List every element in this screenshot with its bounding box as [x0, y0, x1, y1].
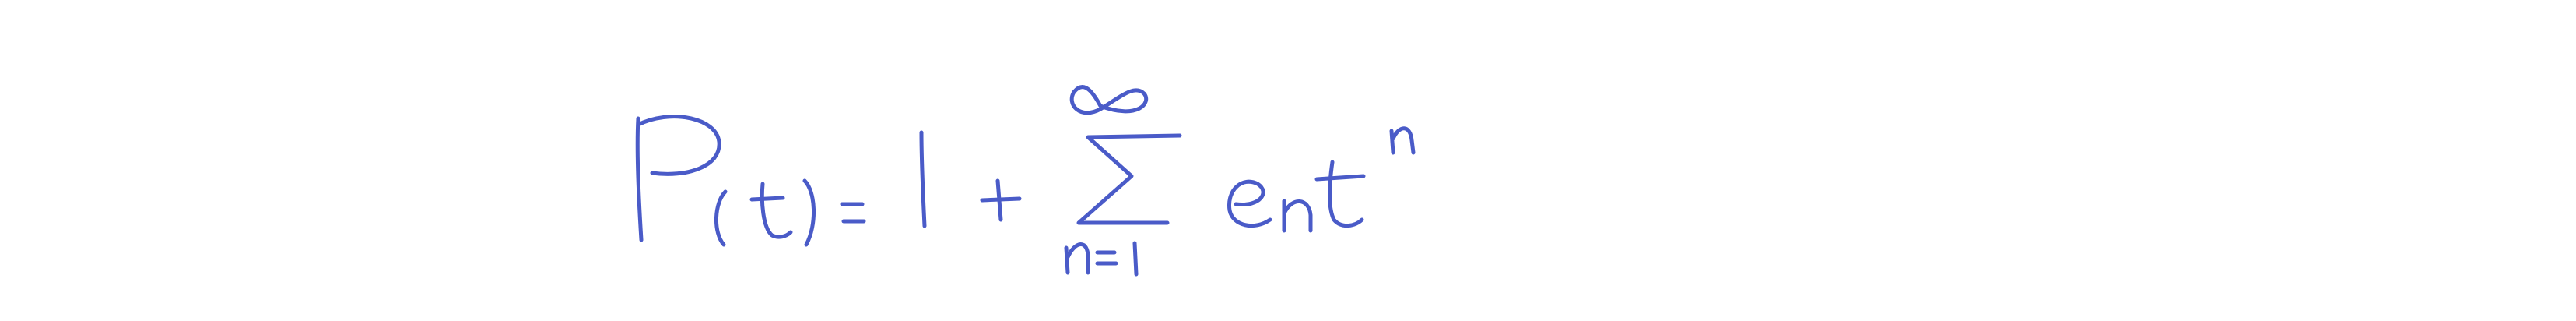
glyph-sigma [1079, 136, 1180, 223]
glyph-t-cross [752, 198, 783, 199]
glyph-plus-horizontal [982, 199, 1020, 200]
glyph-t-stem [762, 184, 791, 237]
glyph-t-main-cross [1317, 176, 1363, 179]
glyph-one [921, 132, 925, 226]
glyph-t-main [1330, 162, 1363, 226]
glyph-n-superscript [1392, 129, 1413, 153]
glyph-infinity [1072, 87, 1146, 113]
formula-ink [637, 87, 1413, 274]
glyph-n-subscript [1284, 201, 1311, 231]
glyph-P-bowl [638, 117, 719, 175]
glyph-close-paren [805, 181, 814, 245]
glyph-one-below [1135, 243, 1136, 274]
glyph-n-below [1066, 245, 1088, 273]
glyph-e [1229, 182, 1270, 225]
glyph-open-paren [716, 192, 725, 245]
glyph-P-stem [637, 118, 641, 240]
